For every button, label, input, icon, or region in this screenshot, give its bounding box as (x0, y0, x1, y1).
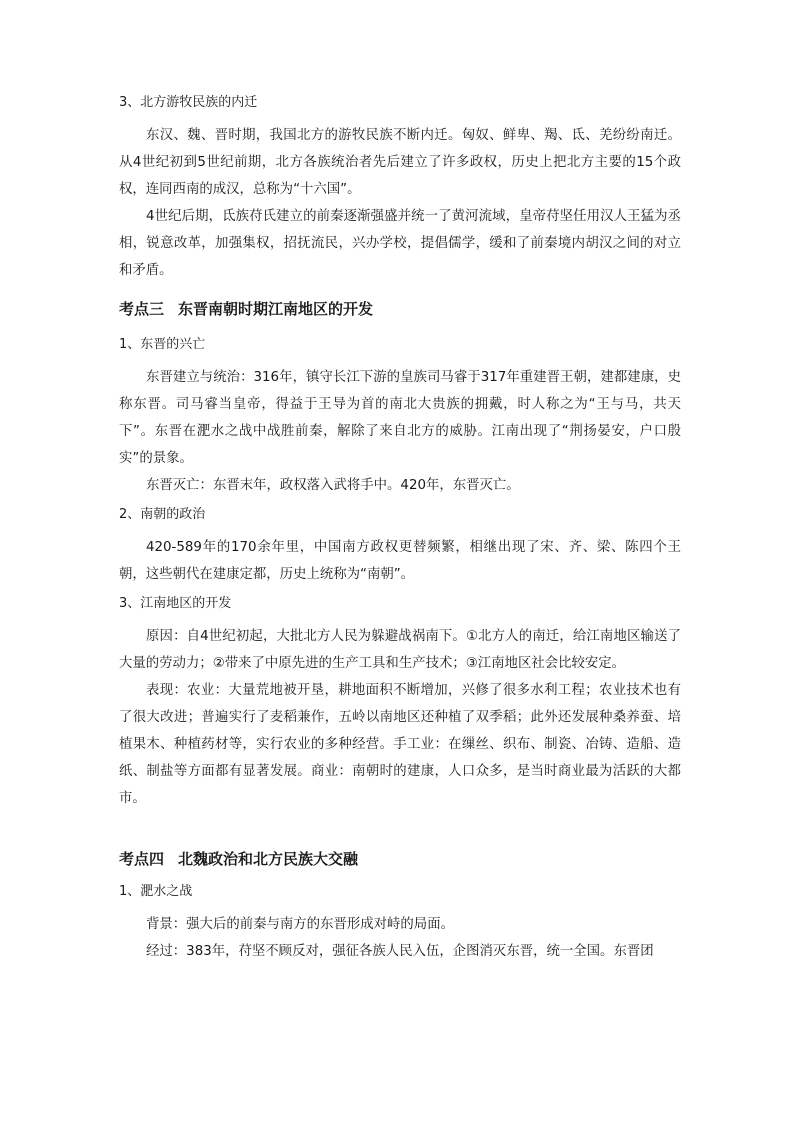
paragraph: 东晋建立与统治：316年，镇守长江下游的皇族司马睿于317年重建晋王朝，建都建康，史称东晋。司马睿当皇帝，得益于王导为首的南北大贵族的拥戴，时人称之为“王与马，共天下”。东晋在淝水之战中战胜前秦，解除了来自北方的威胁。江南出现了“荆扬晏安，户口殷实”的景象。 (119, 370, 681, 466)
section-label: 考点四 (119, 850, 165, 868)
paragraph: 经过：383年，苻坚不顾反对，强征各族人民入伍，企图消灭东晋，统一全国。东晋团 (146, 944, 654, 959)
section-title: 北魏政治和北方民族大交融 (178, 850, 359, 868)
paragraph: 420-589年的170余年里，中国南方政权更替频繁，相继出现了宋、齐、梁、陈四个王朝，这些朝代在建康定都，历史上统称为“南朝”。 (119, 540, 681, 582)
sub-heading-jiangnan-development: 3、江南地区的开发 (119, 596, 232, 611)
section-heading-kaodian3 (119, 298, 681, 320)
sub-heading-east-jin: 1、东晋的兴亡 (119, 337, 206, 352)
paragraph: 原因：自4世纪初起，大批北方人民为躲避战祸南下。①北方人的南迁，给江南地区输送了大量的劳动力；②带来了中原先进的生产工具和生产技术；③江南地区社会比较安定。 (119, 629, 681, 671)
document-page (119, 93, 681, 965)
section-heading-kaodian4 (119, 848, 681, 870)
paragraph: 表现：农业：大量荒地被开垦，耕地面积不断增加，兴修了很多水利工程；农业技术也有了很大改进；普遍实行了麦稻兼作，五岭以南地区还种植了双季稻；此外还发展种桑养蚕、培植果木、种植药材等，实行农业的多种经营。手工业：在缫丝、织布、制瓷、冶铸、造船、造纸、制盐等方面都有显著发展。商业：南朝时的建康，人口众多，是当时商业最为活跃的大都市。 (119, 683, 681, 806)
sub-heading-feishui-battle: 1、淝水之战 (119, 884, 193, 899)
paragraph: 4世纪后期，氐族苻氏建立的前秦逐渐强盛并统一了黄河流域，皇帝苻坚任用汉人王猛为丞相，锐意改革，加强集权，招抚流民，兴办学校，提倡儒学，缓和了前秦境内胡汉之间的对立和矛盾。 (119, 209, 681, 278)
paragraph: 东汉、魏、晋时期，我国北方的游牧民族不断内迁。匈奴、鲜卑、羯、氐、羌纷纷南迁。从4世纪初到5世纪前期，北方各族统治者先后建立了许多政权，历史上把北方主要的15个政权，连同西南的成汉，总称为“十六国”。 (119, 128, 681, 197)
section-label: 考点三 (119, 300, 165, 318)
paragraph: 东晋灭亡：东晋末年，政权落入武将手中。420年，东晋灭亡。 (146, 478, 520, 493)
paragraph: 背景：强大后的前秦与南方的东晋形成对峙的局面。 (146, 917, 454, 932)
sub-heading-nomad-migration: 3、北方游牧民族的内迁 (119, 95, 258, 110)
section-title: 东晋南朝时期江南地区的开发 (178, 300, 374, 318)
sub-heading-southern-dynasties: 2、南朝的政治 (119, 507, 206, 522)
